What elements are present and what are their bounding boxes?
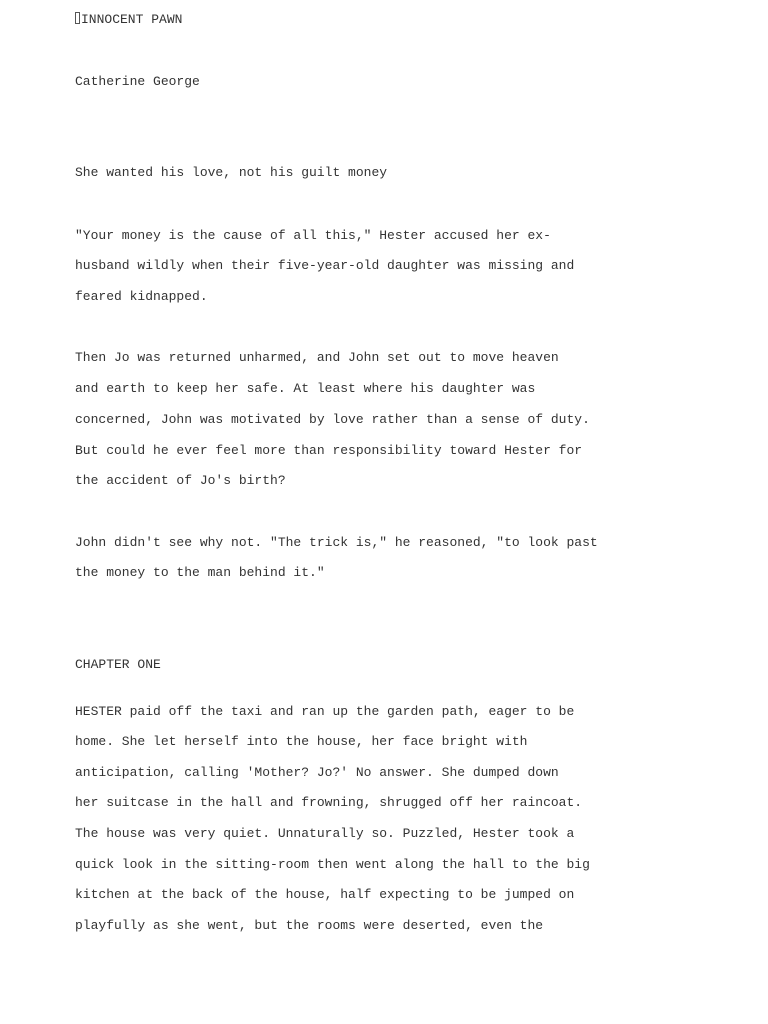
chapter-line: anticipation, calling 'Mother? Jo?' No answer. She dumped down <box>75 765 559 780</box>
chapter-line: kitchen at the back of the house, half expecting to be jumped on <box>75 887 575 902</box>
blurb-tagline: She wanted his love, not his guilt money <box>75 165 388 180</box>
chapter-line: home. She let herself into the house, her face bright with <box>75 734 528 749</box>
chapter-line: her suitcase in the hall and frowning, shrugged off her raincoat. <box>75 795 583 810</box>
chapter-line: playfully as she went, but the rooms were deserted, even the <box>75 918 544 933</box>
chapter-line: The house was very quiet. Unnaturally so. Puzzled, Hester took a <box>75 826 575 841</box>
blurb-paragraph-2-line-1: Then Jo was returned unharmed, and John set out to move heaven <box>75 350 559 365</box>
book-title-text: INNOCENT PAWN <box>81 12 183 27</box>
blurb-paragraph-3-line-1: John didn't see why not. "The trick is," he reasoned, "to look past <box>75 535 598 550</box>
book-title <box>75 12 182 28</box>
chapter-line: quick look in the sitting-room then went along the hall to the big <box>75 857 590 872</box>
blurb-paragraph-2-line-2: and earth to keep her safe. At least where his daughter was <box>75 381 536 396</box>
blurb-paragraph-2-line-4: But could he ever feel more than responsibility toward Hester for <box>75 443 583 458</box>
blurb-paragraph-1-line-1: "Your money is the cause of all this," Hester accused her ex- <box>75 228 551 243</box>
blurb-paragraph-2-line-5: the accident of Jo's birth? <box>75 473 286 488</box>
author-name: Catherine George <box>75 74 200 89</box>
blurb-paragraph-1-line-2: husband wildly when their five-year-old daughter was missing and <box>75 258 575 273</box>
blurb-paragraph-1-line-3: feared kidnapped. <box>75 289 208 304</box>
missing-glyph-box <box>75 12 80 24</box>
chapter-heading: CHAPTER ONE <box>75 657 161 672</box>
blurb-paragraph-2-line-3: concerned, John was motivated by love rather than a sense of duty. <box>75 412 590 427</box>
chapter-line: HESTER paid off the taxi and ran up the garden path, eager to be <box>75 704 575 719</box>
blurb-paragraph-3-line-2: the money to the man behind it." <box>75 565 325 580</box>
